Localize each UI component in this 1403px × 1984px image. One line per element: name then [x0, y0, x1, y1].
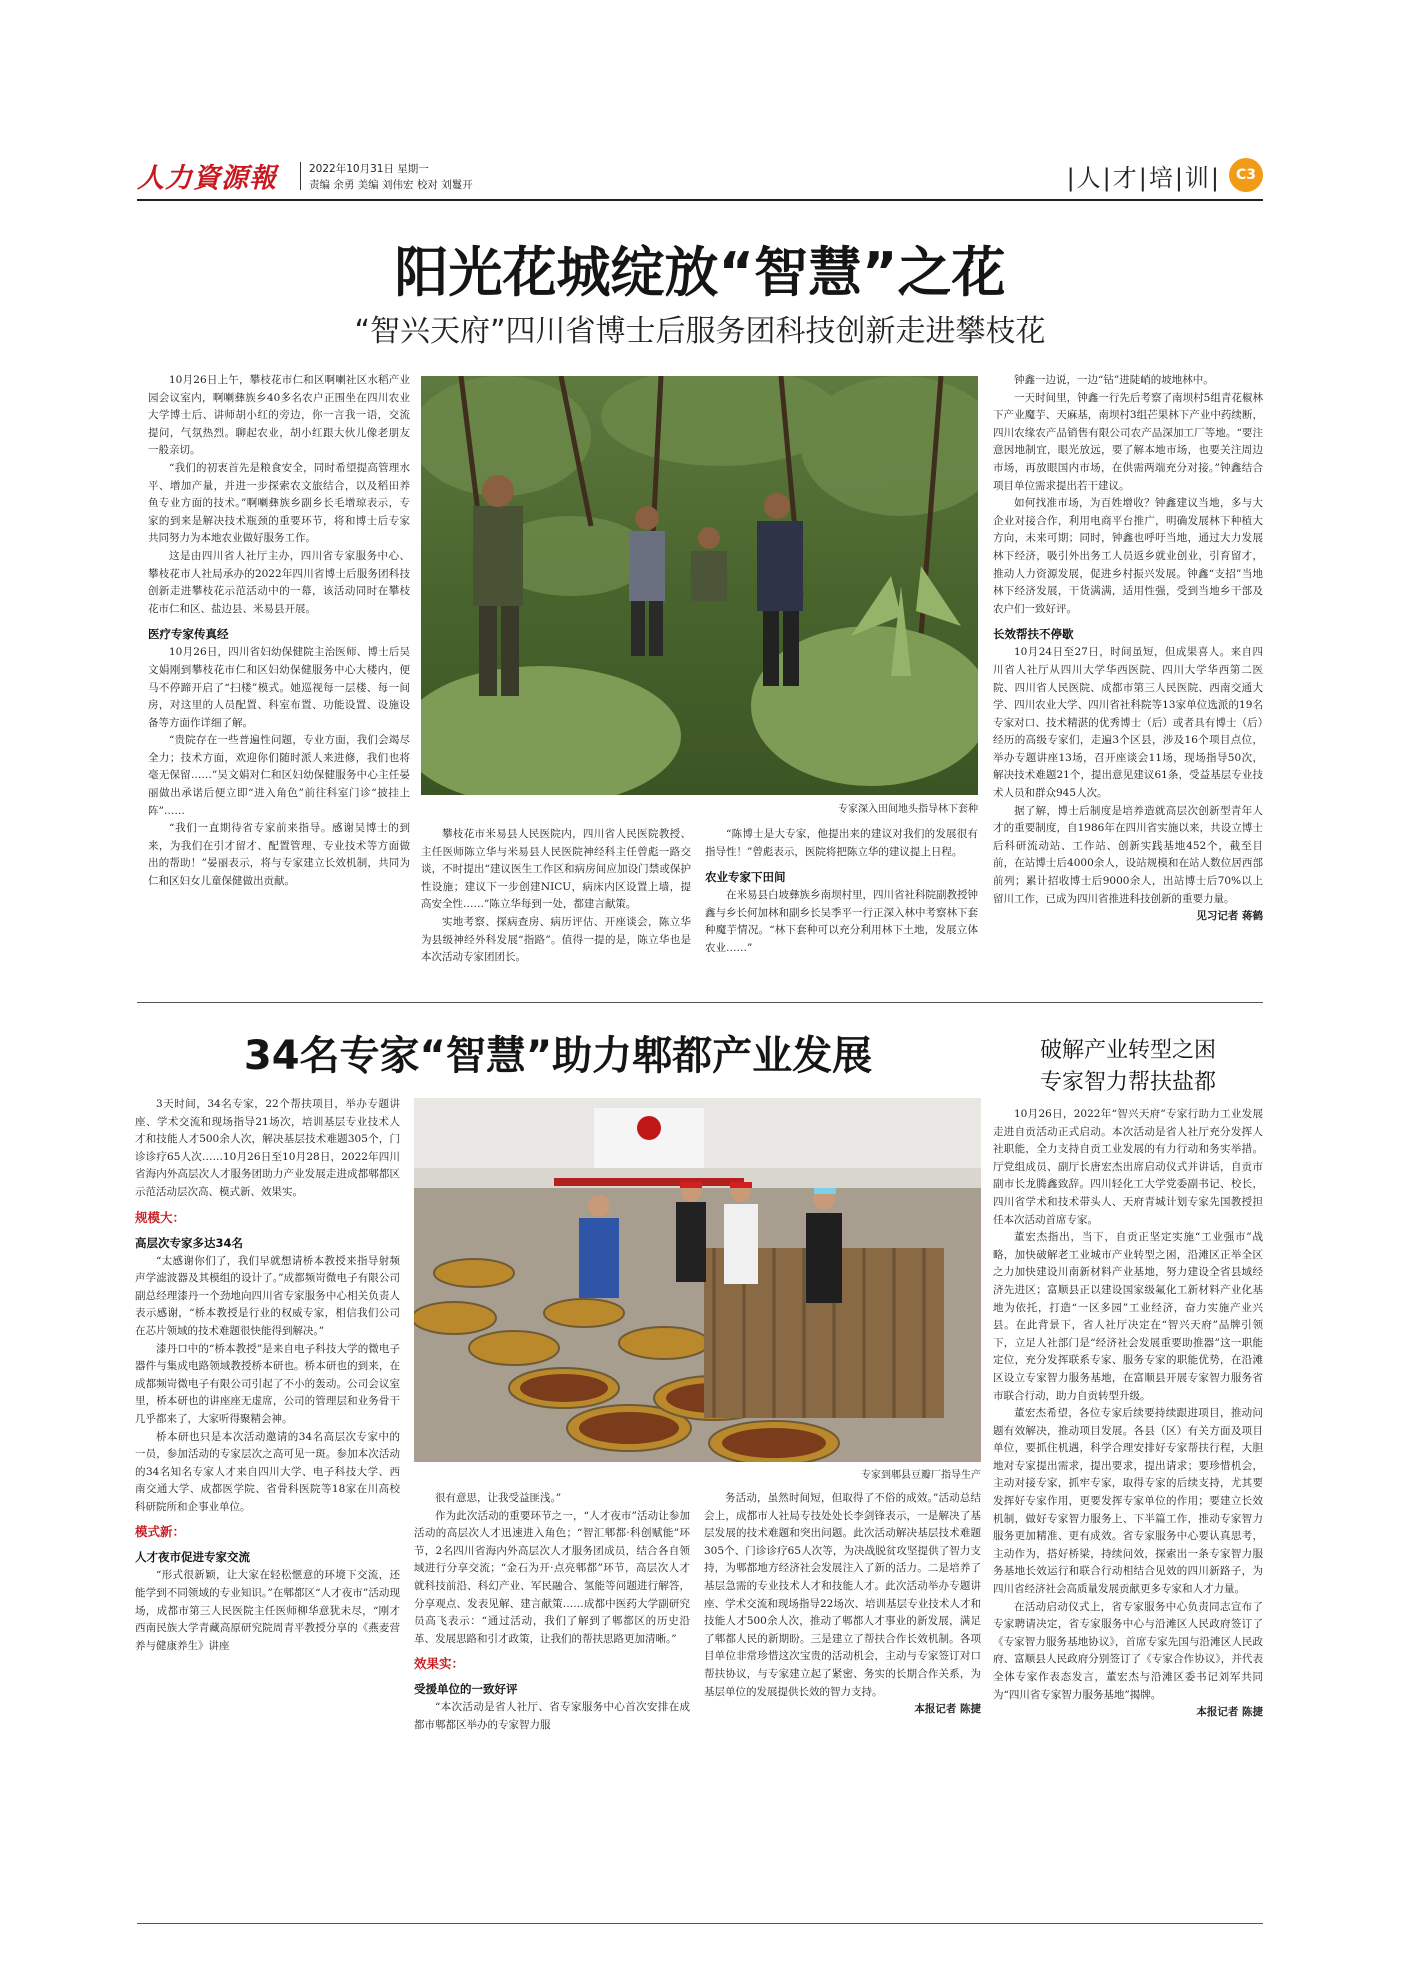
article3-column [993, 1106, 1263, 1916]
body-paragraph: 10月24日至27日，时间虽短，但成果喜人。来自四川省人社厅从四川大学华西医院、四川大学华西第二医院、四川省人民医院、成都市第三人民医院、西南交通大学、四川农业大学、四川省社科院等13家单位选派的19名专家对口、技术精湛的优秀博士（后）或者具有博士（后）经历的高级专家们，走遍3个区县，涉及16个项目点位，举办专题讲座13场，召开座谈会11场，现场指导50次，解决技术难题21个，提出意见建议61条，受益基层专业技术人员和群众945人次。 [993, 646, 1263, 800]
body-paragraph: 桥本研也只是本次活动邀请的34名高层次专家中的一员，参加活动的专家层次之高可见一斑。参加本次活动的34名知名专家人才来自四川大学、电子科技大学、西南交通大学、成都医学院、省骨科医院等18家在川高校科研院所和企事业单位。 [135, 1430, 400, 1513]
body-paragraph: 钟鑫一边说，一边“钻”进陡峭的坡地林中。 [1014, 374, 1214, 386]
section-name: |人|才|培|训| [1066, 164, 1221, 192]
body-paragraph: 10月26日上午，攀枝花市仁和区啊喇社区水稻产业园会议室内，啊喇彝族乡40多名农户正围坐在四川农业大学博士后、讲师胡小红的旁边，你一言我一语，交流提问，气氛热烈。聊起农业，胡小红跟大伙儿像老朋友一般亲切。 [148, 374, 410, 457]
newspaper-logo: 人力資源報 [137, 163, 277, 194]
body-paragraph: 10月26日，四川省妇幼保健院主治医师、博士后吴文娟刚到攀枝花市仁和区妇幼保健服务中心大楼内，便马不停蹄开启了“扫楼”模式。她巡视每一层楼、每一间房，对这里的人员配置、科室布置、功能设置、设施设备等方面作详细了解。 [148, 646, 410, 729]
section-kicker: 规模大： [135, 1209, 186, 1225]
body-paragraph: 在米易县白坡彝族乡南坝村里，四川省社科院副教授钟鑫与乡长何加林和副乡长吴季平一行正深入林中考察林下套种魔芋情况。“林下套种可以充分利用林下土地，发展立体农业……” [705, 889, 978, 954]
article2-column-3 [704, 1490, 981, 1916]
body-paragraph: 这是由四川省人社厅主办，四川省专家服务中心、攀枝花市人社局承办的2022年四川省博士后服务团科技创新走进攀枝花示范活动中的一幕，该活动同时在攀枝花市仁和区、盐边县、米易县开展。 [148, 549, 410, 615]
article2-column-1 [135, 1096, 400, 1918]
masthead-divider [300, 162, 301, 190]
section-subheading: 受援单位的一致好评 [414, 1682, 518, 1697]
factory-vats-photo [414, 1098, 981, 1462]
article1-headline: 阳光花城绽放“智慧”之花 [394, 241, 1006, 304]
section-subheading: 长效帮扶不停歇 [993, 627, 1074, 642]
body-paragraph: 3天时间，34名专家，22个帮扶项目，举办专题讲座、学术交流和现场指导21场次，培训基层专业技术人才和技能人才500余人次，解决基层技术难题305个，门诊诊疗65人次……10月26日至10月28日，2022年四川省海内外高层次人才服务团助力产业发展走进成都郫都区示范活动层次高、模式新、效果实。 [135, 1098, 400, 1198]
article2-photo-caption: 专家到郫县豆瓣厂指导生产 [861, 1470, 981, 1481]
body-paragraph: 一天时间里，钟鑫一行先后考察了南坝村5组青花椒林下产业魔芋、天麻基，南坝村3组芒果林下产业中药续断，四川农缘农产品销售有限公司农产品深加工厂等地。“要注意因地制宜，眼光放远，要了解本地市场，也要关注周边市场，再放眼国内市场，在供需两端充分对接。”钟鑫结合项目单位需求提出若干建议。 [993, 391, 1263, 492]
body-paragraph: “贵院存在一些普遍性问题，专业方面，我们会竭尽全力；技术方面，欢迎你们随时派人来进修，我们也将毫无保留……”吴文娟对仁和区妇幼保健服务中心主任晏丽做出承诺后便立即“进入角色”前往科室门诊“披挂上阵”…… [148, 734, 410, 817]
section-kicker: 效果实： [414, 1656, 465, 1672]
body-paragraph: “我们的初衷首先是粮食安全，同时希望提高管理水平、增加产量，并进一步探索农文旅结合，以及稻田养鱼专业方面的技术。”啊喇彝族乡副乡长毛增琼表示，专家的到来是解决技术瓶颈的重要环节，将和博士后专家共同努力为本地农业做好服务工作。 [148, 461, 410, 545]
masthead [137, 156, 1263, 196]
body-paragraph: 董宏杰指出，当下，自贡正坚定实施“工业强市”战略，加快破解老工业城市产业转型之困，沿滩区正举全区之力加快建设川南新材料产业基地，努力建设全省县域经济先进区；富顺县正以建设国家级氟化工新材料产业化基地为依托，打造“一区多园”工业经济，奋力实施产业兴县。在此背景下，省人社厅决定在“智兴天府”品牌引领下，立足人社部门是“经济社会发展重要助推器”这一职能定位，充分发挥联系专家、服务专家的职能优势，在沿滩区设立专家智力服务基地，在富顺县开展专家智力服务省市联合行动，助力自贡转型升级。 [993, 1231, 1263, 1402]
body-paragraph: 10月26日，2022年“智兴天府”专家行助力工业发展走进自贡活动正式启动。本次活动是省人社厅充分发挥人社职能，全力支持自贡工业发展的有力行动和务实举措。厅党组成员、副厅长唐宏杰出席启动仪式并讲话，自贡市副市长龙腾鑫致辞。四川轻化工大学党委副书记、校长，四川省学术和技术带头人、天府青城计划专家先国教授担任本次活动首席专家。 [993, 1108, 1263, 1226]
body-paragraph: 攀枝花市米易县人民医院内，四川省人民医院教授、主任医师陈立华与米易县人民医院神经科主任曾彪一路交谈，不时提出“建议医生工作区和病房间应加设门禁或保护性设施；建议下一步创建NICU，病床内区设置上墙，提高安全性……”陈立华每到一处，都建言献策。 [421, 828, 691, 911]
body-paragraph: 如何找准市场，为百姓增收？钟鑫建议当地，多与大企业对接合作，利用电商平台推广，明确发展林下种植大方向，未来可期；同时，钟鑫也呼吁当地，通过大力发展林下经济，吸引外出务工人员返乡就业创业，引育留才，推动人力资源发展，促进乡村振兴发展。钟鑫“支招”当地林下经济发展，干货满满，适用性强，受到当地乡干部及农户们一致好评。 [993, 497, 1263, 615]
body-paragraph: 实地考察、探病查房、病历评估、开座谈会，陈立华为县级神经外科发展“指路”。值得一提的是，陈立华也是本次活动专家团团长。 [421, 915, 691, 964]
body-paragraph: 漆丹口中的“桥本教授”是来自电子科技大学的微电子器件与集成电路领域教授桥本研也。桥本研也的到来，在成都频岢微电子有限公司引起了不小的轰动。公司会议室里，桥本研也的讲座座无虚席，公司的管理层和业务骨干几乎都来了，大家听得聚精会神。 [135, 1342, 400, 1425]
article2-headline: 34名专家“智慧”助力郫都产业发展 [243, 1033, 873, 1079]
article1-photo [421, 376, 978, 795]
reporter-byline: 见习记者 蒋鹤 [1196, 910, 1263, 923]
article1-column-4 [993, 372, 1263, 984]
article1-subheadline: “智兴天府”四川省博士后服务团科技创新走进攀枝花 [354, 314, 1046, 349]
body-paragraph: “本次活动是省人社厅、省专家服务中心首次安排在成都市郫都区举办的专家智力服 [414, 1701, 690, 1731]
article1-photo-caption: 专家深入田间地头指导林下套种 [838, 804, 978, 815]
article1-column-3 [705, 826, 978, 984]
body-paragraph: 据了解，博士后制度是培养造就高层次创新型青年人才的重要制度，自1986年在四川省实施以来，共设立博士后科研流动站、工作站、创新实践基地452个，截至目前，在站博士后4000余人，设站规模和在站人数位居西部前列；累计招收博士后9000余人，出站博士后70%以上留川工作，已成为四川省推进科技创新的重要力量。 [993, 804, 1263, 905]
section-divider [137, 1002, 1263, 1003]
section-subheading: 农业专家下田间 [705, 870, 786, 885]
article1-column-1 [148, 372, 410, 982]
body-paragraph: 董宏杰希望，各位专家后续要持续跟进项目，推动问题有效解决，推动项目发展。各县（区）有关方面及项目单位，要抓住机遇，科学合理安排好专家帮扶行程，大胆地对专家提出需求，提出要求，提出请求；要珍惜机会，主动对接专家，抓牢专家，取得专家的后续支持，尤其要发挥好专家作用，更要发挥专家单位的作用；要建立长效机制，做好专家智力服务上、下半篇工作，推动专家智力服务更加精准、更有成效。省专家服务中心要认真思考，主动作为，搭好桥梁，持续问效，探索出一条专家智力服务基地长效运行和联合行动相结合见效的四川新路子，为四川省经济社会高质量发展贡献更多专家和人才力量。 [993, 1407, 1263, 1596]
reporter-byline: 本报记者 陈捷 [1196, 1706, 1263, 1719]
page-badge [1229, 158, 1263, 192]
article2-column-2 [414, 1490, 690, 1916]
body-paragraph: “我们一直期待省专家前来指导。感谢吴博士的到来，为我们在引才留才、配置管理、专业技术等方面做出的帮助！”晏丽表示，将与专家建立长效机制，共同为仁和区妇女儿童保健做出贡献。 [148, 822, 410, 888]
section-subheading: 人才夜市促进专家交流 [135, 1550, 250, 1565]
issue-date: 2022年10月31日 星期一 [309, 163, 429, 175]
body-paragraph: 务活动，虽然时间短，但取得了不俗的成效。”活动总结会上，成都市人社局专技处处长李剑锋表示，一是解决了基层发展的技术难题和突出问题。此次活动解决基层技术难题305个、门诊诊疗65人次等，为决战脱贫攻坚提供了智力支持，为郫都地方经济社会发展注入了新的活力。二是培养了基层急需的专业技术人才和技能人才。此次活动举办专题讲座、学术交流和现场指导22场次、培训基层专业技术人才和技能人才500余人次，推动了郫都人才事业的新发展，满足了郫都人民的新期盼。三是建立了帮扶合作长效机制。各项目单位非常珍惜这次宝贵的活动机会，主动与专家签订对口帮扶协议，与专家建立起了紧密、务实的长期合作关系，为基层单位的发展提供长效的智力支持。 [704, 1492, 981, 1698]
editor-credits: 责编 余勇 美编 刘伟宏 校对 刘鬘开 [309, 179, 473, 191]
farm-field-photo [421, 376, 978, 795]
body-paragraph: 在活动启动仪式上，省专家服务中心负责同志宣布了专家聘请决定，省专家服务中心与沿滩区人民政府签订了《专家智力服务基地协议》，首席专家先国与沿滩区人民政府、富顺县人民政府分别签订了《专家合作协议》，并代表全体专家作表态发言，董宏杰与沿滩区委书记刘军共同为“四川省专家智力服务基地”揭牌。 [993, 1600, 1263, 1701]
article3-headline-line2: 专家智力帮扶盐都 [1039, 1070, 1216, 1095]
article3-headline-line1: 破解产业转型之困 [1039, 1038, 1216, 1063]
masthead-rule [137, 199, 1263, 201]
reporter-byline: 本报记者 陈捷 [914, 1703, 981, 1716]
body-paragraph: “太感谢你们了，我们早就想请桥本教授来指导射频声学滤波器及其模组的设计了。”成都频岢微电子有限公司副总经理漆丹一个劲地向四川省专家服务中心相关负责人表示感谢，“桥本教授是行业的权威专家，相信我们公司在芯片领域的技术难题很快能得到解决。” [135, 1254, 400, 1337]
section-kicker: 模式新： [135, 1524, 186, 1540]
body-paragraph: 作为此次活动的重要环节之一，“人才夜市”活动让参加活动的高层次人才迅速进入角色；“智汇郫都·科创赋能”环节，2名四川省海内外高层次人才服务团成员，结合各自领域进行分享交流；“金石为开·点亮郫都”环节，高层次人才就科技前沿、科幻产业、军民融合、氢能等问题进行解答，分享观点、发表见解、建言献策……成都中医药大学副研究员高飞表示：“通过活动，我们了解到了郫都区的历史沿革、发展思路和引才政策，让我们的帮扶思路更加清晰。” [414, 1509, 690, 1645]
body-paragraph: 很有意思，让我受益匪浅。” [435, 1492, 562, 1504]
body-paragraph: “陈博士是大专家，他提出来的建议对我们的发展很有指导性！”曾彪表示，医院将把陈立华的建议提上日程。 [705, 828, 978, 858]
body-paragraph: “形式很新颖，让大家在轻松惬意的环境下交流，还能学到不同领域的专业知识。”在郫都区“人才夜市”活动现场，成都市第三人民医院主任医师柳华意犹未尽，“刚才西南民族大学青藏高原研究院周青平教授分享的《燕麦营养与健康养生》讲座 [135, 1569, 400, 1652]
article1-column-2 [421, 826, 691, 984]
section-subheading: 高层次专家多达34名 [135, 1235, 244, 1250]
page-number: C3 [1235, 167, 1256, 183]
section-subheading: 医疗专家传真经 [148, 627, 229, 642]
article2-photo [414, 1098, 981, 1462]
page-bottom-rule [137, 1923, 1263, 1924]
